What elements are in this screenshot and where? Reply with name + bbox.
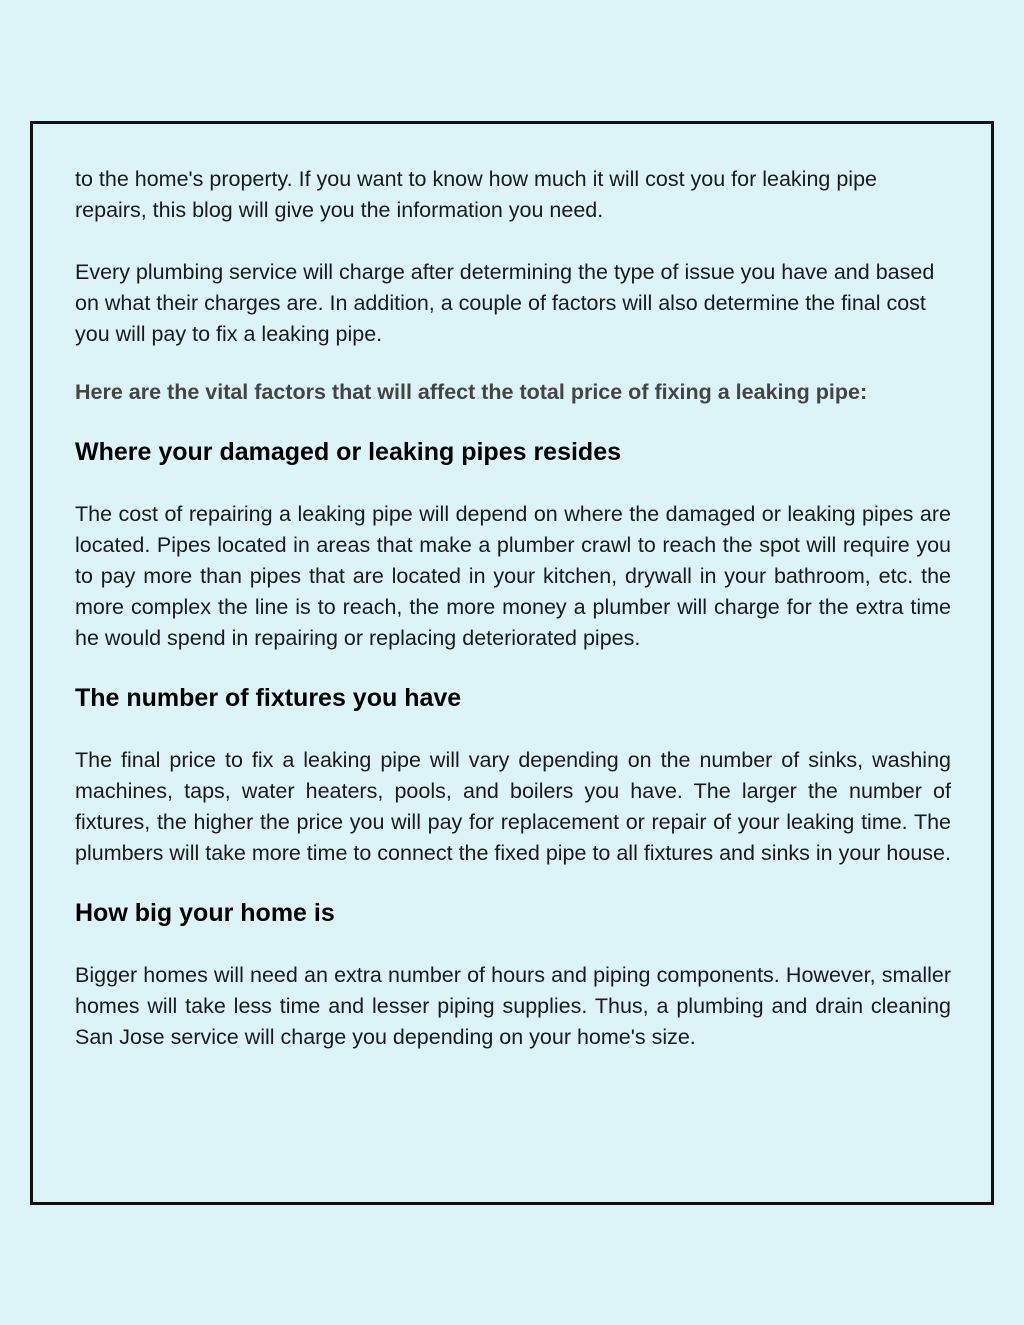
section-heading-location: Where your damaged or leaking pipes resides [75, 438, 622, 466]
article-body [75, 164, 951, 1053]
section-body-location: The cost of repairing a leaking pipe will depend on where the damaged or leaking pipes are located. Pipes located in areas that make a plumber crawl to reach the spot will require you to pay more than pipes that are located in your kitchen, drywall in your bathroom, etc. the more complex the line is to reach, the more money a plumber will charge for the extra time he would spend in repairing or replacing deteriorated pipes. [75, 502, 951, 650]
section-body-fixtures: The final price to fix a leaking pipe will vary depending on the number of sinks, washing machines, taps, water heaters, pools, and boilers you have. The larger the number of fixtures, the higher the price you will pay for replacement or repair of your leaking time. The plumbers will take more time to connect the fixed pipe to all fixtures and sinks in your house. [75, 748, 951, 865]
section-body-home-size: Bigger homes will need an extra number of hours and piping components. However, smaller homes will take less time and lesser piping supplies. Thus, a plumbing and drain cleaning San Jose service will charge you depending on your home's size. [75, 963, 951, 1049]
section-heading-fixtures: The number of fixtures you have [75, 684, 462, 712]
intro-paragraph-1: to the home's property. If you want to know how much it will cost you for leaking pipe repairs, this blog will give you the information you need. [75, 167, 877, 222]
content-frame [30, 121, 994, 1205]
factors-lead: Here are the vital factors that will affect the total price of fixing a leaking pipe: [75, 380, 868, 404]
intro-paragraph-2: Every plumbing service will charge after determining the type of issue you have and based on what their charges are. In addition, a couple of factors will also determine the final cost you will pay to fix a leaking pipe. [75, 260, 935, 346]
section-heading-home-size: How big your home is [75, 899, 335, 927]
